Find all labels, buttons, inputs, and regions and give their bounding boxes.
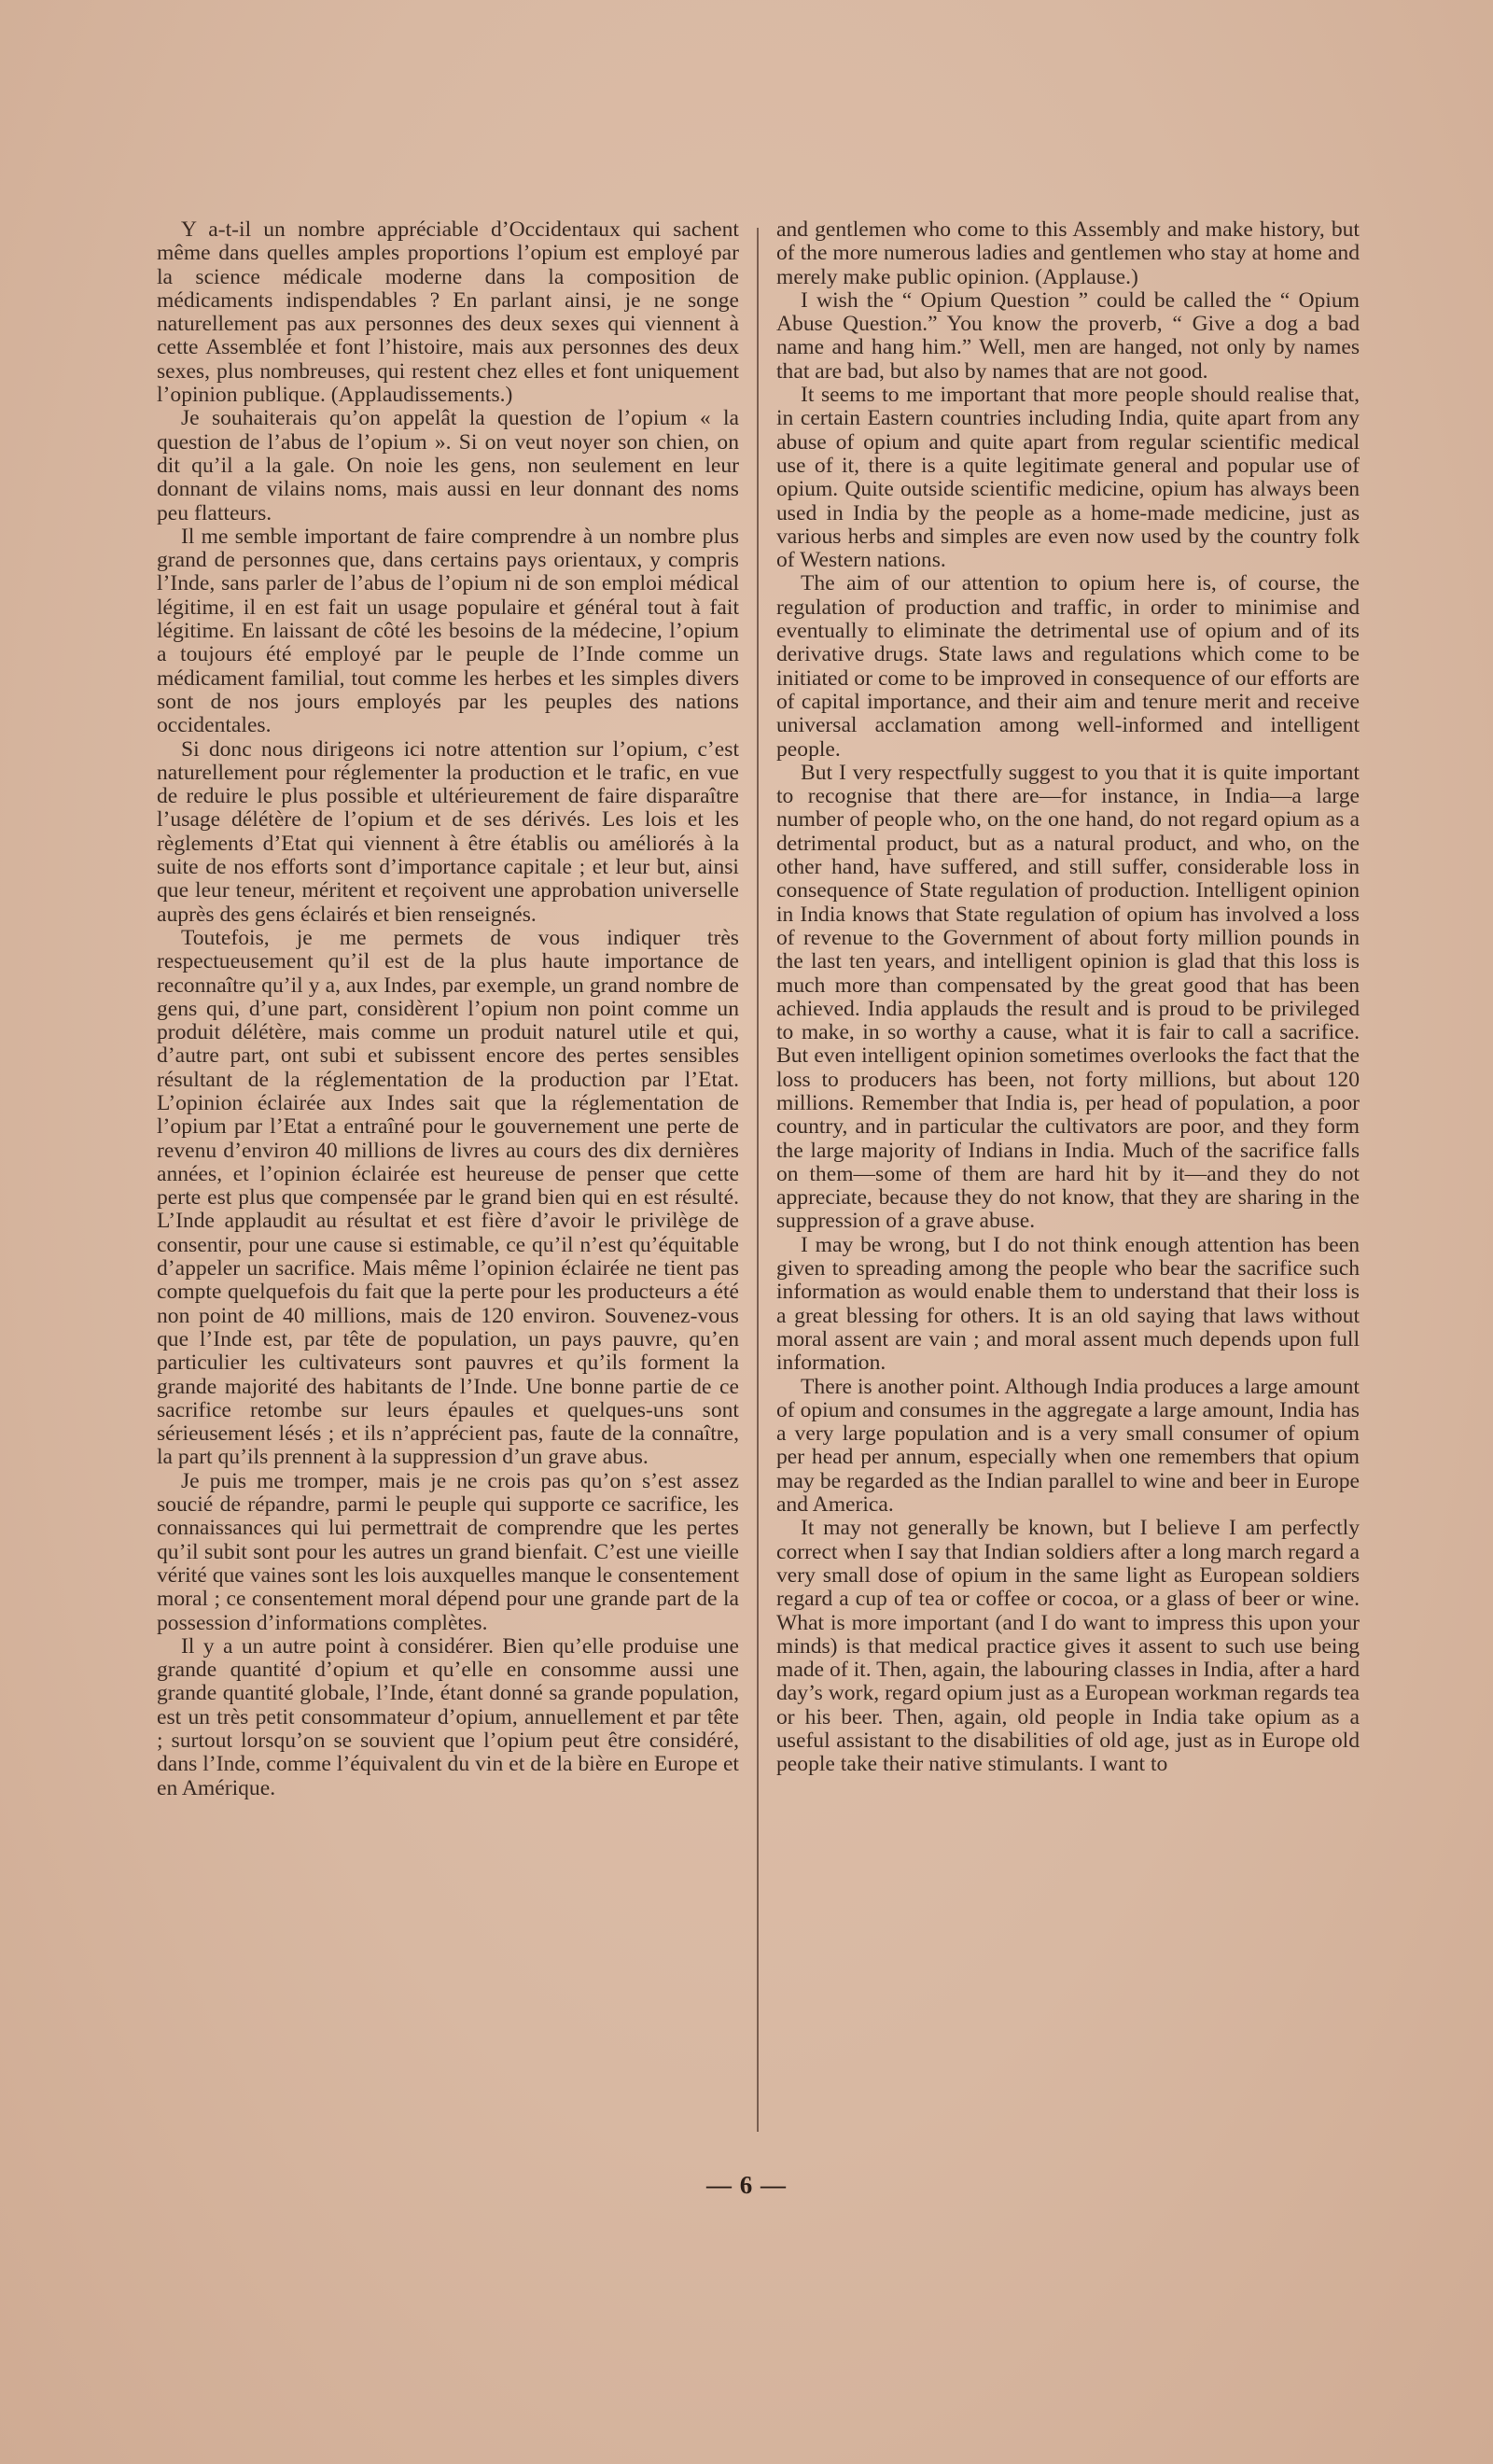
paragraph: Si donc nous dirigeons ici notre attention sur l’opium, c’est naturellement pour réglementer la production et le trafic, en vue de reduire le plus possible et ultérieurement de faire disparaître l’usage délétère de l’opium et de ses dérivés. Les lois et les règlements d’Etat qui viennent à être établis ou améliorés à la suite de nos efforts sont d’importance capitale ; et leur but, ainsi que leur teneur, méritent et reçoivent une approbation universelle auprès des gens éclairés et bien renseignés. — [157, 736, 739, 927]
english-column — [776, 218, 1360, 1777]
paragraph: I may be wrong, but I do not think enough attention has been given to spreading among the people who bear the sacrifice such information as would enable them to understand that their loss is a great blessing for others. It is an old saying that laws without moral assent are vain ; and moral assent much depends upon full information. — [776, 1232, 1360, 1376]
paragraph: Y a-t-il un nombre appréciable d’Occidentaux qui sachent même dans quelles amples proportions l’opium est employé par la science médicale moderne dans la composition de médicaments indispendables ? En parlant ainsi, je ne songe naturellement pas aux personnes des deux sexes qui viennent à cette Assemblée et font l’histoire, mais aux personnes des deux sexes, plus nombreuses, qui restent chez elles et font uniquement l’opinion publique. (Applaudissements.) — [157, 217, 739, 408]
paragraph: and gentlemen who come to this Assembly and make history, but of the more numerous ladies and gentlemen who stay at home and merely make public opinion. (Applause.) — [776, 217, 1360, 289]
paragraph: Il y a un autre point à considérer. Bien qu’elle produise une grande quantité d’opium et qu’elle en consomme aussi une grande quantité globale, l’Inde, étant donné sa grande population, est un très petit consommateur d’opium, annuellement et par tête ; surtout lorsqu’on se souvient que l’opium peut être considéré, dans l’Inde, comme l’équivalent du vin et de la bière en Europe et en Amérique. — [157, 1633, 739, 1800]
paragraph: Toutefois, je me permets de vous indiquer très respectueusement qu’il est de la plus haute importance de reconnaître qu’il y a, aux Indes, par exemple, un grand nombre de gens qui, d’une part, considèrent l’opium non point comme un produit délétère, mais comme un produit naturel utile et qui, d’autre part, ont subi et subissent encore des pertes sensibles résultant de la réglementation de la production par l’Etat. L’opinion éclairée aux Indes sait que la réglementation de l’opium par l’Etat a entraîné pour le gouvernement une perte de revenu d’environ 40 millions de livres au cours des dix dernières années, et l’opinion éclairée est heureuse de penser que cette perte est plus que compensée par le grand bien qui en est résulté. L’Inde applaudit au résultat et est fière d’avoir le privilège de consentir, pour une cause si estimable, ce qu’il n’est qu’équitable d’appeler un sacrifice. Mais même l’opinion éclairée ne tient pas compte quelquefois du fait que la perte pour les producteurs a été non point de 40 millions, mais de 120 environ. Souvenez-vous que l’Inde est, par tête de population, un pays pauvre, qu’en particulier les cultivateurs sont pauvres et qu’ils forment la grande majorité des habitants de l’Inde. Une bonne partie de ce sacrifice retombe sur leurs épaules et quelques-uns sont sérieusement lésés ; et ils n’apprécient pas, faute de la connaître, la part qu’ils prennent à la suppression d’un grave abus. — [157, 925, 739, 1470]
page-number: — 6 — — [706, 2171, 787, 2199]
french-column — [157, 218, 739, 1800]
paragraph: I wish the “ Opium Question ” could be called the “ Opium Abuse Question.” You know the proverb, “ Give a dog a bad name and hang him.” Well, men are hanged, not only by names that are bad, but also by names that are not good. — [776, 287, 1360, 384]
paragraph: Il me semble important de faire comprendre à un nombre plus grand de personnes que, dans certains pays orientaux, y compris l’Inde, sans parler de l’abus de l’opium ni de son emploi médical légitime, il en est fait un usage populaire et général tout à fait légitime. En laissant de côté les besoins de la médecine, l’opium a toujours été employé par le peuple de l’Inde comme un médicament familial, tout comme les herbes et les simples divers sont de nos jours employés par les peuples des nations occidentales. — [157, 524, 739, 738]
paragraph: It may not generally be known, but I believe I am perfectly correct when I say that Indian soldiers after a long march regard a very small dose of opium in the same light as European soldiers regard a cup of tea or coffee or cocoa, or a glass of beer or wine. What is more important (and I do want to impress this upon your minds) is that medical practice gives it assent to such use being made of it. Then, again, the labouring classes in India, after a hard day’s work, regard opium just as a European workman regards tea or his beer. Then, again, old people in India take opium as a useful assistant to the disabilities of old age, just as in Europe old people take their native stimulants. I want to — [776, 1516, 1360, 1777]
paragraph: The aim of our attention to opium here is, of course, the regulation of production and traffic, in order to minimise and eventually to eliminate the detrimental use of opium and of its derivative drugs. State laws and regulations which come to be initiated or come to be improved in consequence of our efforts are of capital importance, and their aim and tenure merit and receive universal acclamation among well-informed and intelligent people. — [776, 571, 1360, 762]
paragraph: But I very respectfully suggest to you that it is quite important to recognise that there are—for instance, in India—a large number of people who, on the one hand, do not regard opium as a detrimental product, but as a natural product, and who, on the other hand, have suffered, and still suffer, considerable loss in consequence of State regulation of production. Intelligent opinion in India knows that State regulation of opium has involved a loss of revenue to the Government of about forty million pounds in the last ten years, and intelligent opinion is glad that this loss is much more than compensated by the great good that has been achieved. India applauds the result and is proud to be privileged to make, in so worthy a cause, what it is fair to call a sacrifice. But even intelligent opinion sometimes overlooks the fact that the loss to producers has been, not forty millions, but about 120 millions. Remember that India is, per head of population, a poor country, and in particular the cultivators are poor, and they form the large majority of Indians in India. Much of the sacrifice falls on them—some of them are hard hit by it—and they do not appreciate, because they do not know, that they are sharing in the suppression of a grave abuse. — [776, 760, 1360, 1234]
paragraph: It seems to me important that more people should realise that, in certain Eastern countries including India, quite apart from any abuse of opium and quite apart from regular scientific medical use of it, there is a quite legitimate general and popular use of opium. Quite outside scientific medicine, opium has always been used in India by the people as a home-made medicine, just as various herbs and simples are even now used by the country folk of Western nations. — [776, 383, 1360, 573]
paragraph: Je puis me tromper, mais je ne crois pas qu’on s’est assez soucié de répandre, parmi le peuple qui supporte ce sacrifice, les connaissances qui lui permettrait de comprendre que les pertes qu’il subit sont pour les autres un grand bienfait. C’est une vieille vérité que vaines sont les lois auxquelles manque le consentement moral ; ce consentement moral dépend pour une grande part de la possession d’informations complètes. — [157, 1468, 739, 1635]
paragraph: Je souhaiterais qu’on appelât la question de l’opium « la question de l’abus de l’opium ». Si on veut noyer son chien, on dit qu’il a la gale. On noie les gens, non seulement en leur donnant de vilains noms, mais aussi en leur donnant des noms peu flatteurs. — [157, 406, 739, 525]
paragraph: There is another point. Although India produces a large amount of opium and consumes in the aggregate a large amount, India has a very large population and is a very small consumer of opium per head per annum, especially when one remembers that opium may be regarded as the Indian parallel to wine and beer in Europe and America. — [776, 1374, 1360, 1518]
column-divider — [757, 228, 759, 2132]
